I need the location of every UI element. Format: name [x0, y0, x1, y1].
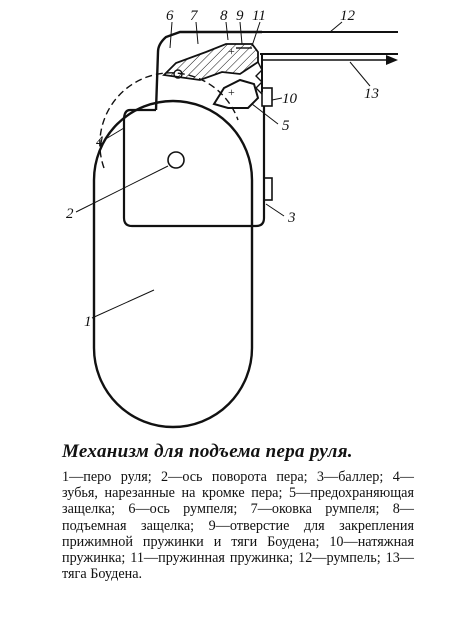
rudder-blade [94, 101, 252, 427]
tiller [260, 32, 398, 54]
callout-10: 10 [282, 91, 297, 107]
callout-12: 12 [340, 8, 355, 24]
callout-13: 13 [364, 86, 379, 102]
callout-8: 8 [220, 8, 228, 24]
spring-anchor [262, 88, 272, 106]
caption-legend: 1—перо руля; 2—ось поворота пера; 3—баллер; 4—зубья, нарезанные на кромке пера; 5—предохраняющая защелка; 6—ось румпеля; 7—оковка румпеля; 8—подъемная защелка; 9—отверстие для закрепления прижимной пружинки и тяги Боудена; 10—натяжная пружинка; 11—пружинная пружинка; 12—румпель; 13—тяга Боудена. [62, 469, 414, 583]
caption-title: Механизм для подъема пера руля. [62, 441, 353, 462]
callout-6: 6 [166, 8, 174, 24]
callout-2: 2 [66, 206, 74, 222]
hole-marker: + [228, 44, 235, 58]
rudder-stock [124, 106, 264, 226]
callout-3: 3 [288, 210, 296, 226]
lifting-latch [164, 44, 258, 80]
safety-latch-marker: + [228, 85, 235, 99]
callout-9: 9 [236, 8, 244, 24]
callout-5: 5 [282, 118, 290, 134]
callout-4: 4 [96, 134, 104, 150]
blade-pivot [168, 152, 184, 168]
stock-bracket [264, 178, 272, 200]
safety-latch [214, 80, 258, 108]
bowden-cable-arrow [386, 55, 398, 65]
callout-11: 11 [252, 8, 266, 24]
callout-1: 1 [84, 314, 92, 330]
callout-7: 7 [190, 8, 198, 24]
